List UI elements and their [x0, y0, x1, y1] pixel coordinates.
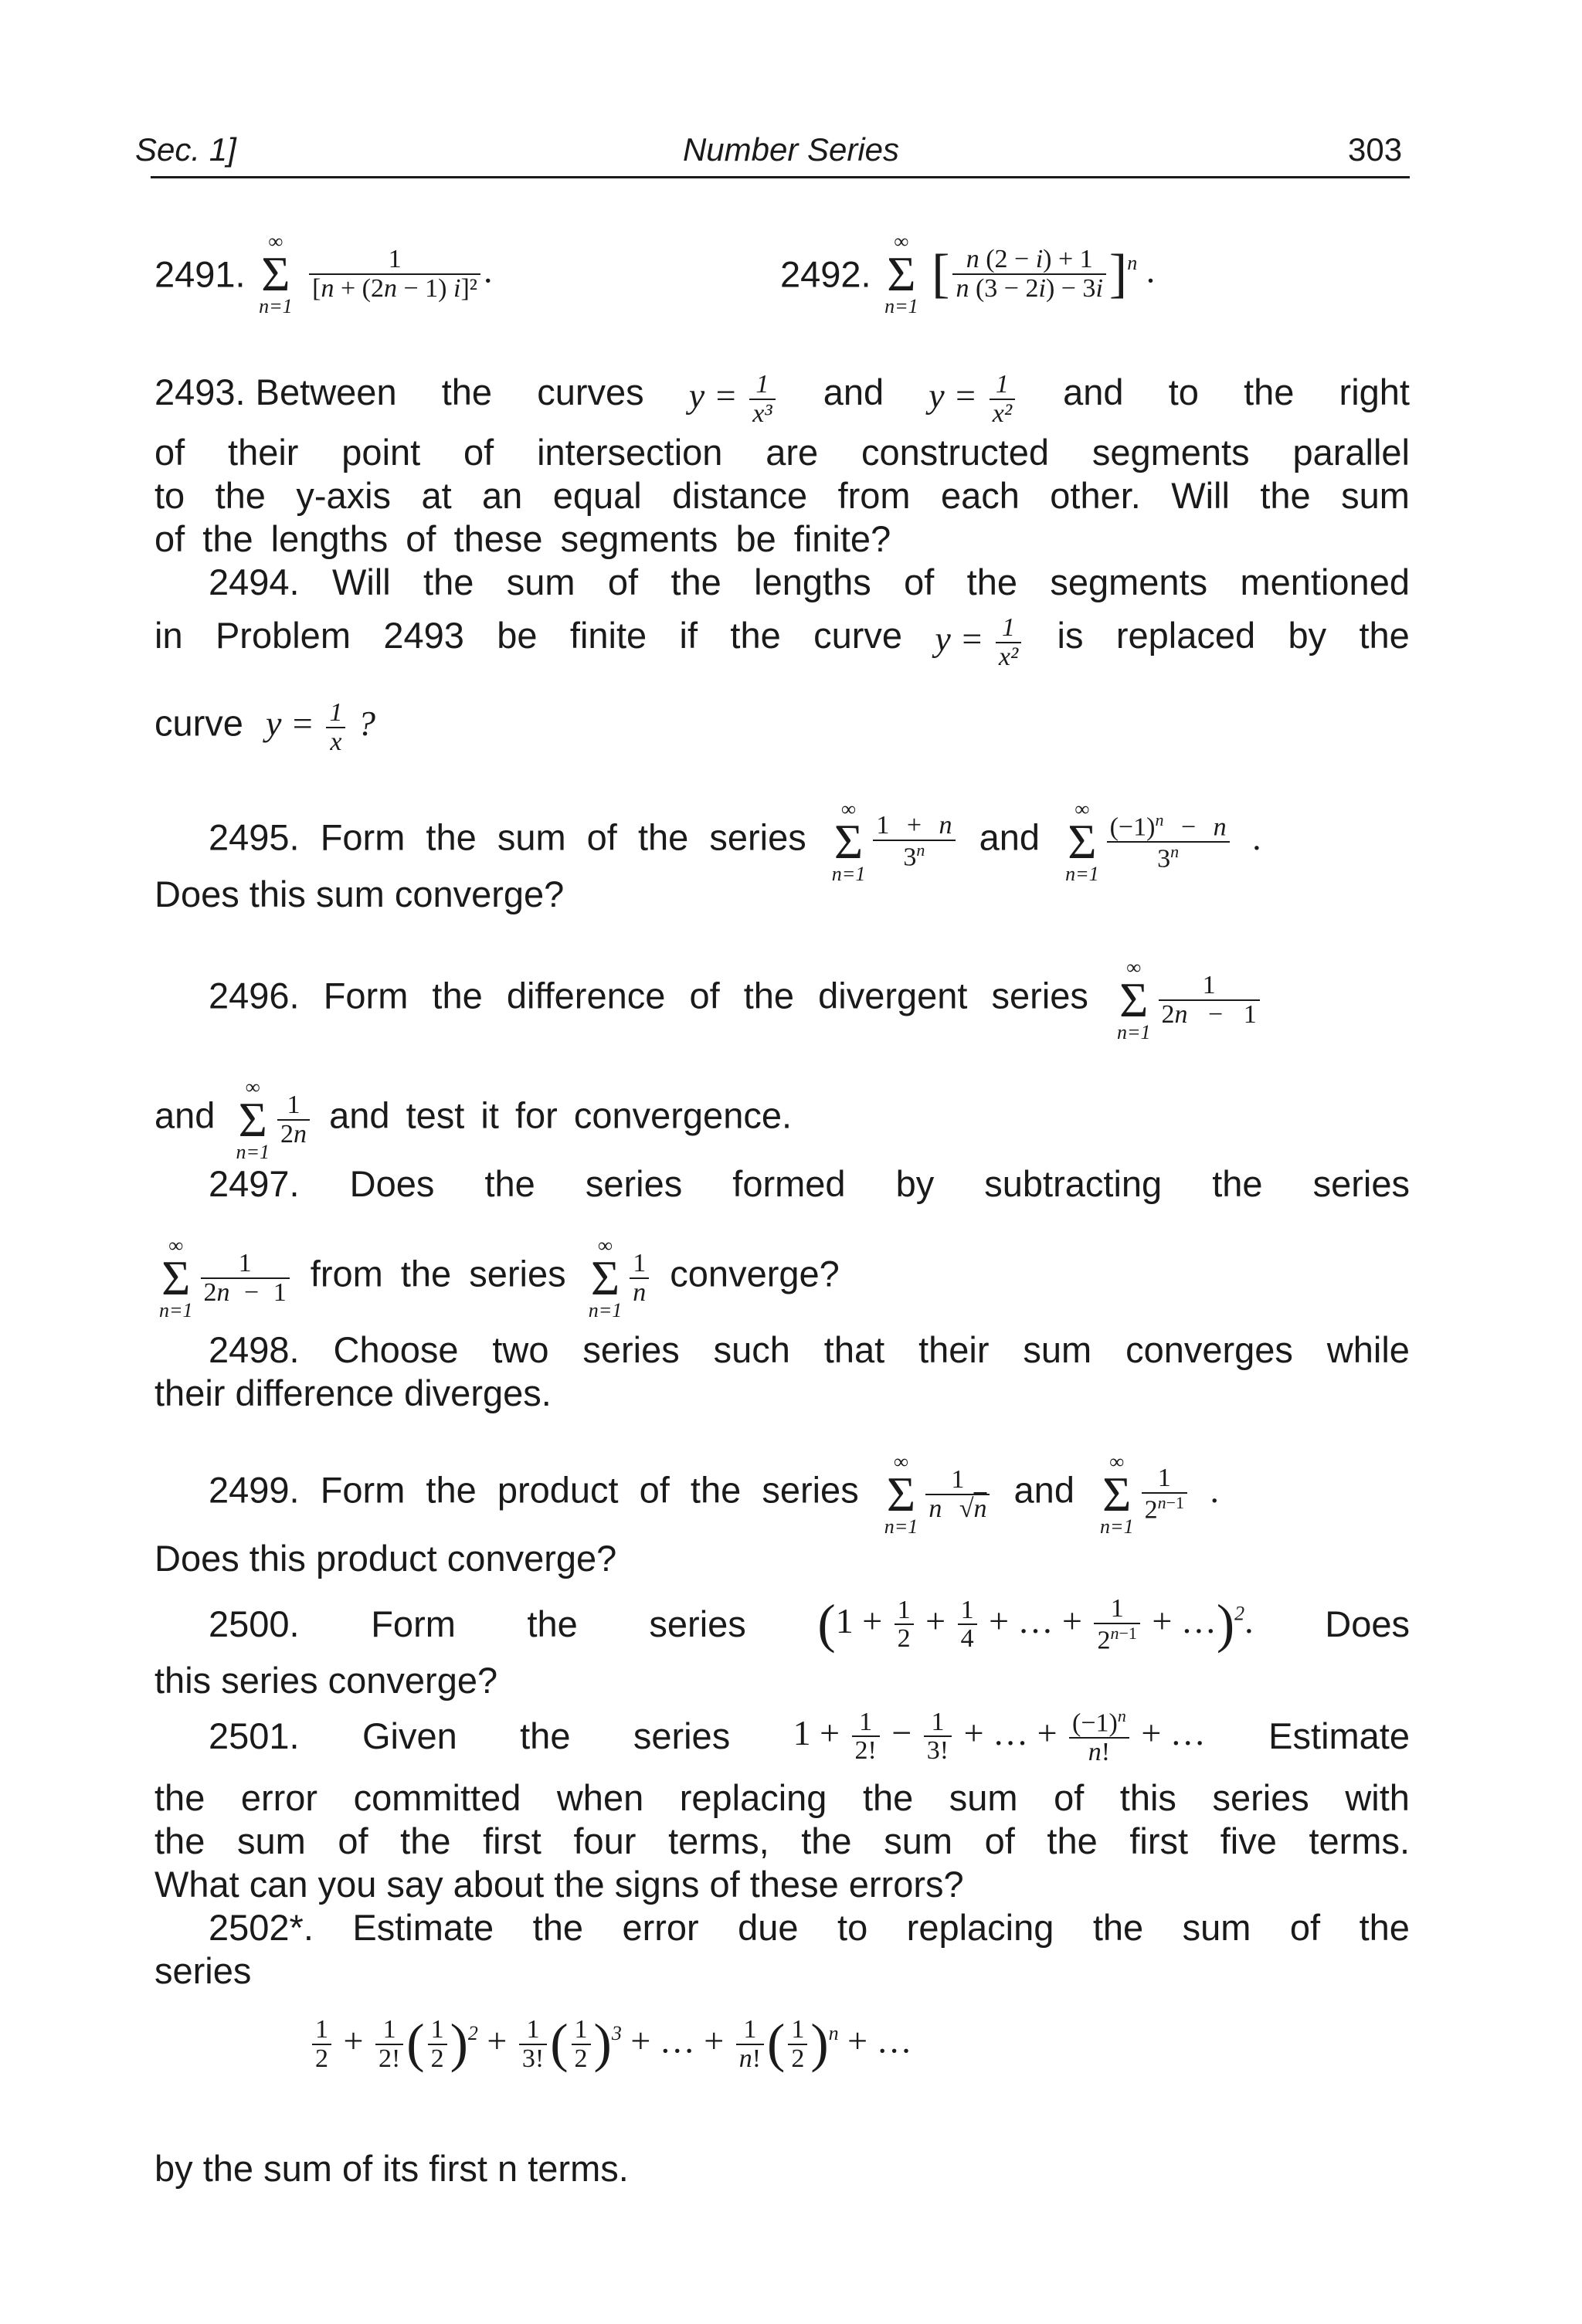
p2495-line-2: Does this sum converge? [154, 874, 565, 914]
p2502-line-4: by the sum of its first n terms. [154, 2148, 629, 2189]
p2496-line-1: 2496. Form the difference of the divergent series ∞ Σ n=1 $\frac{1}{2n - 1}$ [209, 958, 1410, 1043]
p2499-line-1: 2499. Form the product of the series ∞ Σ n=1 $\frac{1}{n √n}$ and ∞ Σ n=1 $\frac{1}{2^{n-1}}$ . [209, 1450, 1219, 1538]
p2494-line-3: curve y = $\frac{1}{x}$ ? [154, 698, 375, 756]
p2501-line-4: What can you say about the signs of these errors? [154, 1864, 964, 1905]
p2502-line-2: series [154, 1950, 252, 1991]
p2495-line-1: 2495. Form the sum of the series ∞ Σ n=1 $\frac{1 + n}{3^n}$ and ∞ Σ n=1 $\frac{(-1)^n - n}{3^n}$ . [209, 798, 1261, 885]
problem-2492: 2492. ∞ Σ n=1 [ $\frac{n (2 - i) + 1}{n (3 - 2i) - 3i}$ ]$^n$ . [780, 230, 1156, 317]
p2493-line-2: of their point of intersection are constructed segments parallel [154, 432, 1410, 473]
p2501-line-1: 2501. Given the series 1 + $\frac{1}{2!}$ − $\frac{1}{3!}$ + … + $\frac{(-1)^n}{n!}$ + … Estimate [209, 1706, 1410, 1767]
p2498-line-1: 2498. Choose two series such that their sum converges while [209, 1329, 1410, 1370]
p2493-line-3: to the y-axis at an equal distance from each other. Will the sum [154, 475, 1410, 516]
p2502-line-1: 2502*. Estimate the error due to replacing the sum of the [209, 1907, 1410, 1948]
p2498-line-2: their difference diverges. [154, 1372, 552, 1413]
p2497-line-2: ∞ Σ n=1 $\frac{1}{2n - 1}$ from the series ∞ Σ n=1 $\frac{1}{n}$ converge? [159, 1234, 840, 1321]
p2493-line-1: 2493. Between the curves y = $\frac{1}{\text{x³}}$ and y = $\frac{1}{\text{x²}}$ and to the right [154, 370, 1410, 428]
header-rule [151, 176, 1410, 178]
p2500-line-1: 2500. Form the series (1 + $\frac{1}{2}$ + $\frac{1}{4}$ + … + $\frac{1}{2^{n-1}}$ + …)$^2$. Does [209, 1594, 1410, 1655]
p2494-line-1: 2494. Will the sum of the lengths of the segments mentioned [209, 561, 1410, 602]
page-number: 303 [1348, 131, 1403, 168]
chapter-title: Number Series [682, 131, 900, 168]
p2496-line-2: and ∞ Σ n=1 $\frac{1}{2n}$ and test it for convergence. [154, 1076, 793, 1163]
p2501-line-2: the error committed when replacing the sum of this series with [154, 1777, 1410, 1818]
p2497-line-1: 2497. Does the series formed by subtracting the series [209, 1163, 1410, 1204]
section-header: Sec. 1] [135, 131, 236, 168]
problem-2491: 2491. ∞ Σ n=1 $\frac{1}{\text{[n + (2n − 1) i]²}}$ . [154, 230, 493, 317]
p2500-line-2: this series converge? [154, 1660, 498, 1701]
p2501-line-3: the sum of the first four terms, the sum of the first five terms. [154, 1820, 1410, 1861]
p2494-line-2: in Problem 2493 be finite if the curve y = $\frac{1}{\text{x²}}$ is replaced by the [154, 613, 1410, 671]
p2502-formula: $\frac{1}{2}$ + $\frac{1}{2!}$ ( $\frac{1}{2}$ )$^2$ + $\frac{1}{3!}$ ( $\frac{1}{2}$ )$^3$ + … + $\frac{1}{n!}$ ( $\frac{1}{2}$ )$^n$ + … [309, 2016, 912, 2072]
p2493-line-4: of the lengths of these segments be finite? [154, 518, 891, 559]
p2499-line-2: Does this product converge? [154, 1538, 617, 1579]
